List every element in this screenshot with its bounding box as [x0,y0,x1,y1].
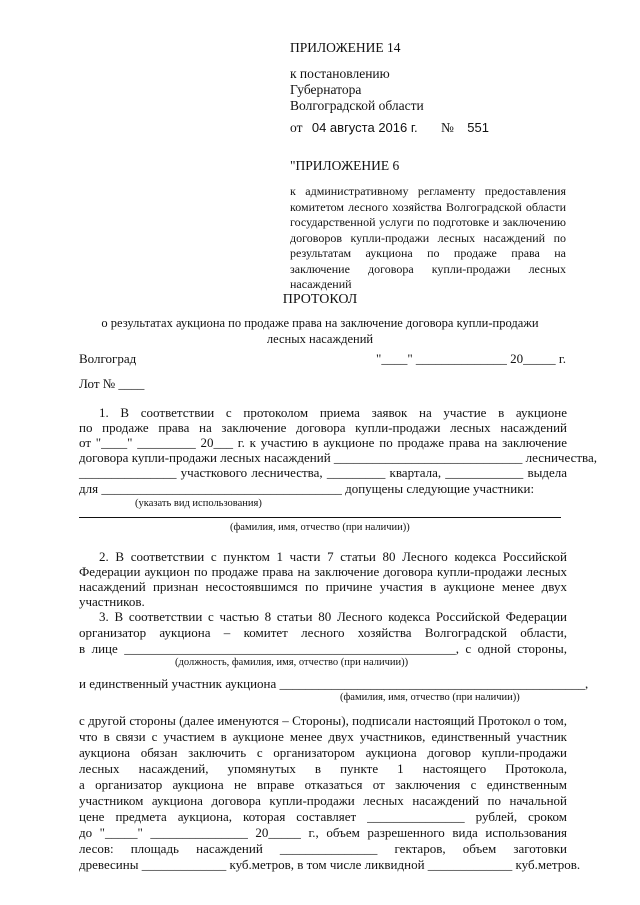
item3-body-8: до "_____" _______________ 20_____ г., объем разрешенного вида использования [79,825,567,840]
item1-line-2: по продаже права на заключение договора купли-продажи лесных насаждений [79,420,567,435]
participant-name-hint: (фамилия, имя, отчество (при наличии)) [230,522,410,533]
item2-line-4: участников. [79,594,145,609]
item3-line-2: организатор аукциона – комитет лесного хозяйства Волгоградской области, [79,625,567,640]
item3-line-1: 3. В соответствии с частью 8 статьи 80 Лесного кодекса Российской Федерации [99,609,567,624]
item3-body-4: лесных насаждений, упомянутых в пункте 1 настоящего Протокола, [79,761,567,776]
protocol-date: "____" ______________ 20_____ г. [376,351,566,366]
item3-body-3: аукциона обязан заключить с организатором аукциона договор купли-продажи [79,745,567,760]
resolution-date-line [290,120,489,136]
item3-body-10: древесины _____________ куб.метров, в том числе ликвидной _____________ куб.метров. [79,857,581,872]
item3-body-1: с другой стороны (далее именуются – Стороны), подписали настоящий Протокол о том, [79,713,567,728]
regulation-text: к административному регламенту предоставления комитетом лесного хозяйства Волгоградской области государственной услуги по подготовке и заключению договоров купли-продажи лесных насаждений по результатам аукциона по продаже права на заключение договора купли-продажи лесных насаждений [290,184,566,291]
protocol-subtitle-2: лесных насаждений [266,332,374,346]
item3-body-2: что в связи с участием в аукционе менее двух участников, единственный участник [79,729,567,744]
lot-number: Лот № ____ [79,376,145,391]
participants-line [79,517,561,518]
use-hint: (указать вид использования) [135,498,262,509]
resolution-date: 04 августа 2016 г. [311,120,418,135]
protocol-subtitle-1: о результатах аукциона по продаже права на заключение договора купли-продажи [101,316,539,330]
resolution-line-3: Волгоградской области [290,98,424,113]
protocol-title: ПРОТОКОЛ [282,292,358,307]
item3-body-7: цене предмета аукциона, которая составляет _______________ рублей, сроком [79,809,567,824]
item1-line-6: для _____________________________________ допущены следующие участники: [79,481,535,496]
sole-participant-hint: (фамилия, имя, отчество (при наличии)) [340,692,520,703]
date-prefix: от [290,120,303,135]
item2-line-3: насаждений признан несостоявшимся по причине участия в аукционе менее двух [79,579,567,594]
position-hint: (должность, фамилия, имя, отчество (при наличии)) [175,657,409,668]
appendix-number: ПРИЛОЖЕНИЕ 14 [290,40,401,55]
item1-line-1: 1. В соответствии с протоколом приема заявок на участие в аукционе [99,405,567,420]
number-prefix: № [441,120,454,135]
item1-line-3: от "____" _________ 20___ г. к участию в аукционе по продаже права на заключение [79,435,567,450]
item2-line-1: 2. В соответствии с пунктом 1 части 7 статьи 80 Лесного кодекса Российской [99,549,567,564]
item3-body-5: а организатор аукциона не вправе отказаться от заключения с единственным [79,777,567,792]
item2-line-2: Федерации аукцион по продаже права на заключение договора купли-продажи лесных [79,564,567,579]
resolution-number: 551 [467,120,489,135]
item3-body-9: лесов: площадь насаждений _______________ гектаров, объем заготовки [79,841,567,856]
resolution-line-1: к постановлению [290,66,390,81]
item1-line-4: договора купли-продажи лесных насаждений _____________________________ лесничества, [79,450,598,465]
city: Волгоград [79,351,137,366]
item3-body-6: участником аукциона договора купли-продажи лесных насаждений по начальной [79,793,567,808]
resolution-line-2: Губернатора [290,82,362,97]
sole-participant-line: и единственный участник аукциона _______________________________________________, [79,676,589,691]
appendix6-title: "ПРИЛОЖЕНИЕ 6 [290,158,400,173]
item3-line-3: в лице ___________________________________________________, с одной стороны, [79,641,567,656]
item1-line-5: _______________ участкового лесничества, _________ квартала, ____________ выдела [79,465,567,480]
